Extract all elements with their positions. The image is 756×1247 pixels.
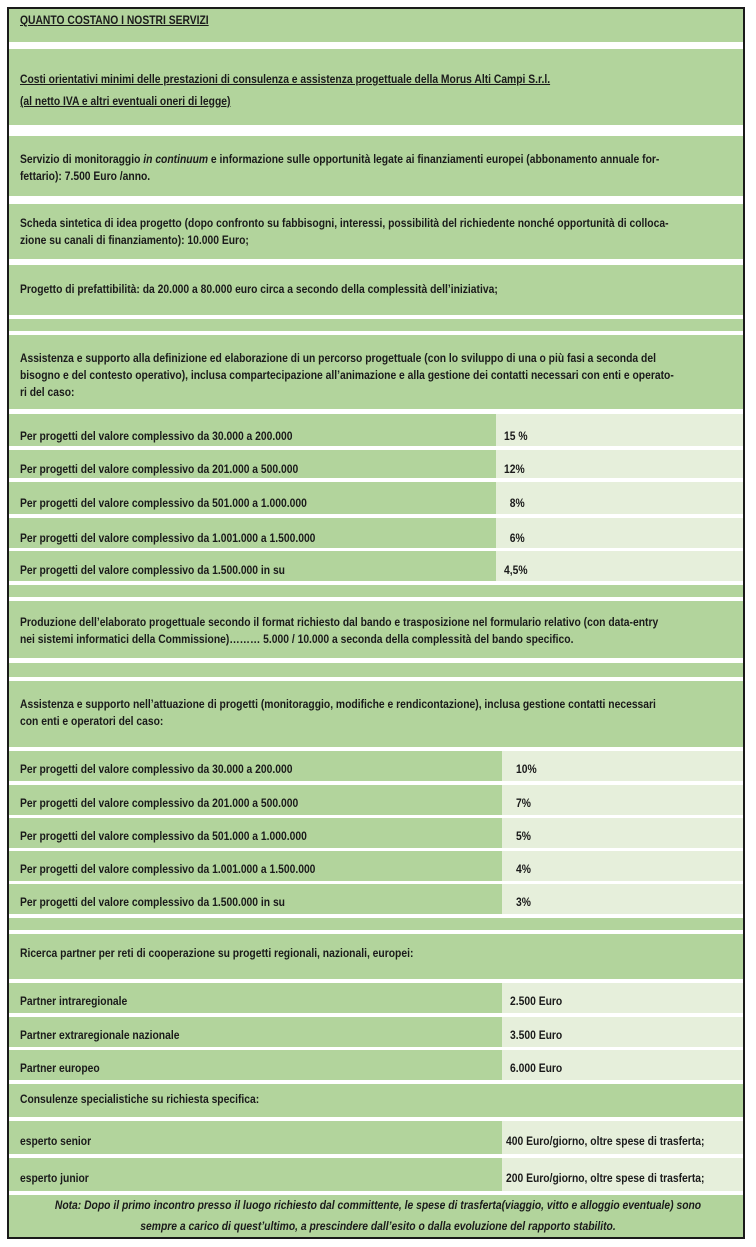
tariffa-label: Per progetti del valore complessivo da 201.000 a 500.000 <box>20 796 299 810</box>
tariffa-row <box>9 851 743 881</box>
esperto-row <box>9 1158 743 1191</box>
tariffa-row <box>9 751 743 781</box>
partner-row <box>9 1050 743 1080</box>
esperto-row <box>9 1121 743 1154</box>
tariffa-value-cell <box>496 450 743 478</box>
esperto-value: 400 Euro/giorno, oltre spese di trasferta; <box>506 1134 705 1148</box>
assistenza-definizione-row <box>9 335 743 409</box>
assistenza-attuazione-line-2: con enti e operatori del caso: <box>20 714 164 728</box>
elaborato-line-1: Produzione dell’elaborato progettuale secondo il format richiesto dal bando e trasposizione nel formulario relativo (con data-entry <box>20 615 659 629</box>
tariffa-label: Per progetti del valore complessivo da 201.000 a 500.000 <box>20 462 299 476</box>
assistenza-definizione-line-1: Assistenza e supporto alla definizione ed elaborazione di un percorso progettuale (con lo sviluppo di una o più fasi a seconda del <box>20 351 656 365</box>
price-list-document <box>7 7 745 1239</box>
scheda-row <box>9 204 743 259</box>
partner-value-cell <box>502 1017 743 1047</box>
tariffa-label: Per progetti del valore complessivo da 30.000 a 200.000 <box>20 762 293 776</box>
monitoraggio-line-1 <box>20 151 742 168</box>
tariffa-row <box>9 785 743 815</box>
partner-label: Partner europeo <box>20 1061 100 1075</box>
partner-value: 2.500 Euro <box>510 994 563 1008</box>
partner-row <box>9 983 743 1013</box>
tariffa-row <box>9 551 743 581</box>
spacer-row <box>9 319 743 331</box>
assistenza-attuazione-line-1: Assistenza e supporto nell’attuazione di progetti (monitoraggio, modifiche e rendicontazione), inclusa gestione contatti necessari <box>20 697 656 711</box>
tariffa-row <box>9 414 743 446</box>
ricerca-partner-text: Ricerca partner per reti di cooperazione su progetti regionali, nazionali, europei: <box>20 946 414 960</box>
esperto-label: esperto junior <box>20 1171 89 1185</box>
tariffa-label: Per progetti del valore complessivo da 501.000 a 1.000.000 <box>20 496 307 510</box>
tariffa-value-cell <box>502 851 743 881</box>
spacer-row <box>9 918 743 930</box>
monitoraggio-row <box>9 136 743 196</box>
tariffa-row <box>9 818 743 848</box>
page-title: QUANTO COSTANO I NOSTRI SERVIZI <box>20 13 209 27</box>
partner-value: 6.000 Euro <box>510 1061 563 1075</box>
tariffa-row <box>9 450 743 478</box>
tariffa-value: 12% <box>504 462 525 476</box>
tariffa-label: Per progetti del valore complessivo da 1.001.000 a 1.500.000 <box>20 862 316 876</box>
tariffa-label: Per progetti del valore complessivo da 30.000 a 200.000 <box>20 429 293 443</box>
tariffa-label: Per progetti del valore complessivo da 1.001.000 a 1.500.000 <box>20 531 316 545</box>
tariffa-value-cell <box>496 518 743 548</box>
tariffa-value-cell <box>502 884 743 914</box>
tariffa-value-cell <box>496 482 743 514</box>
tariffa-value: 4% <box>516 862 531 876</box>
monitoraggio-line-2: fettario): 7.500 Euro /anno. <box>20 169 151 183</box>
partner-value-cell <box>502 983 743 1013</box>
esperto-value-cell <box>502 1158 743 1191</box>
tariffa-value: 4,5% <box>504 563 528 577</box>
title-row <box>9 9 743 42</box>
monitoraggio-post: e informazione sulle opportunità legate ai finanziamenti europei (abbonamento annuale for- <box>208 152 660 166</box>
assistenza-attuazione-row <box>9 681 743 747</box>
tariffa-label: Per progetti del valore complessivo da 1.500.000 in su <box>20 563 286 577</box>
partner-label: Partner intraregionale <box>20 994 128 1008</box>
nota-line-2: sempre a carico di quest’ultimo, a prescindere dall’esito o dalla evoluzione del rapporto stabilito. <box>140 1219 616 1233</box>
prefattibilita-text: Progetto di prefattibilità: da 20.000 a 80.000 euro circa a secondo della complessità dell’iniziativa; <box>20 282 498 296</box>
partner-value: 3.500 Euro <box>510 1028 563 1042</box>
ricerca-partner-row <box>9 934 743 979</box>
intro-line-2: (al netto IVA e altri eventuali oneri di legge) <box>20 94 231 108</box>
tariffa-value: 7% <box>516 796 531 810</box>
partner-label: Partner extraregionale nazionale <box>20 1028 180 1042</box>
tariffa-value-cell <box>502 751 743 781</box>
spacer-row <box>9 585 743 597</box>
prefattibilita-row <box>9 265 743 315</box>
tariffa-value: 3% <box>516 895 531 909</box>
tariffa-value: 10% <box>516 762 537 776</box>
tariffa-row <box>9 482 743 514</box>
monitoraggio-pre: Servizio di monitoraggio <box>20 152 144 166</box>
elaborato-line-2: nei sistemi informatici della Commissione)……… 5.000 / 10.000 a seconda della complessità del bando specifico. <box>20 632 574 646</box>
elaborato-row <box>9 601 743 658</box>
scheda-line-1: Scheda sintetica di idea progetto (dopo confronto su fabbisogni, interessi, possibilità del richiedente nonché opportunità di colloca- <box>20 216 669 230</box>
tariffa-value: 5% <box>516 829 531 843</box>
nota-row <box>9 1195 743 1237</box>
esperto-label: esperto senior <box>20 1134 92 1148</box>
nota-line-1: Nota: Dopo il primo incontro presso il luogo richiesto dal committente, le spese di trasferta(viaggio, vitto e alloggio eventuale) sono <box>54 1198 702 1212</box>
intro-row <box>9 49 743 125</box>
assistenza-definizione-line-3: ri del caso: <box>20 385 75 399</box>
tariffa-value: 15 % <box>504 429 528 443</box>
tariffa-value-cell <box>496 551 743 581</box>
assistenza-definizione-line-2: bisogno e del contesto operativo), inclusa compartecipazione all’animazione e alla gestione dei contatti necessari con enti e operato- <box>20 368 674 382</box>
esperto-value-cell <box>502 1121 743 1154</box>
tariffa-value: 8% <box>504 496 525 510</box>
partner-row <box>9 1017 743 1047</box>
tariffa-value-cell <box>502 785 743 815</box>
tariffa-row <box>9 518 743 548</box>
monitoraggio-em: in continuum <box>143 152 209 166</box>
tariffa-value-cell <box>496 414 743 446</box>
partner-value-cell <box>502 1050 743 1080</box>
esperto-value: 200 Euro/giorno, oltre spese di trasferta; <box>506 1171 705 1185</box>
tariffa-label: Per progetti del valore complessivo da 501.000 a 1.000.000 <box>20 829 307 843</box>
tariffa-label: Per progetti del valore complessivo da 1.500.000 in su <box>20 895 286 909</box>
consulenze-text: Consulenze specialistiche su richiesta specifica: <box>20 1092 260 1106</box>
tariffa-value-cell <box>502 818 743 848</box>
consulenze-row <box>9 1084 743 1117</box>
intro-line-1: Costi orientativi minimi delle prestazioni di consulenza e assistenza progettuale della Morus Alti Campi S.r.l. <box>20 72 551 86</box>
tariffa-row <box>9 884 743 914</box>
scheda-line-2: zione su canali di finanziamento): 10.000 Euro; <box>20 233 249 247</box>
tariffa-value: 6% <box>504 531 525 545</box>
spacer-row <box>9 663 743 677</box>
